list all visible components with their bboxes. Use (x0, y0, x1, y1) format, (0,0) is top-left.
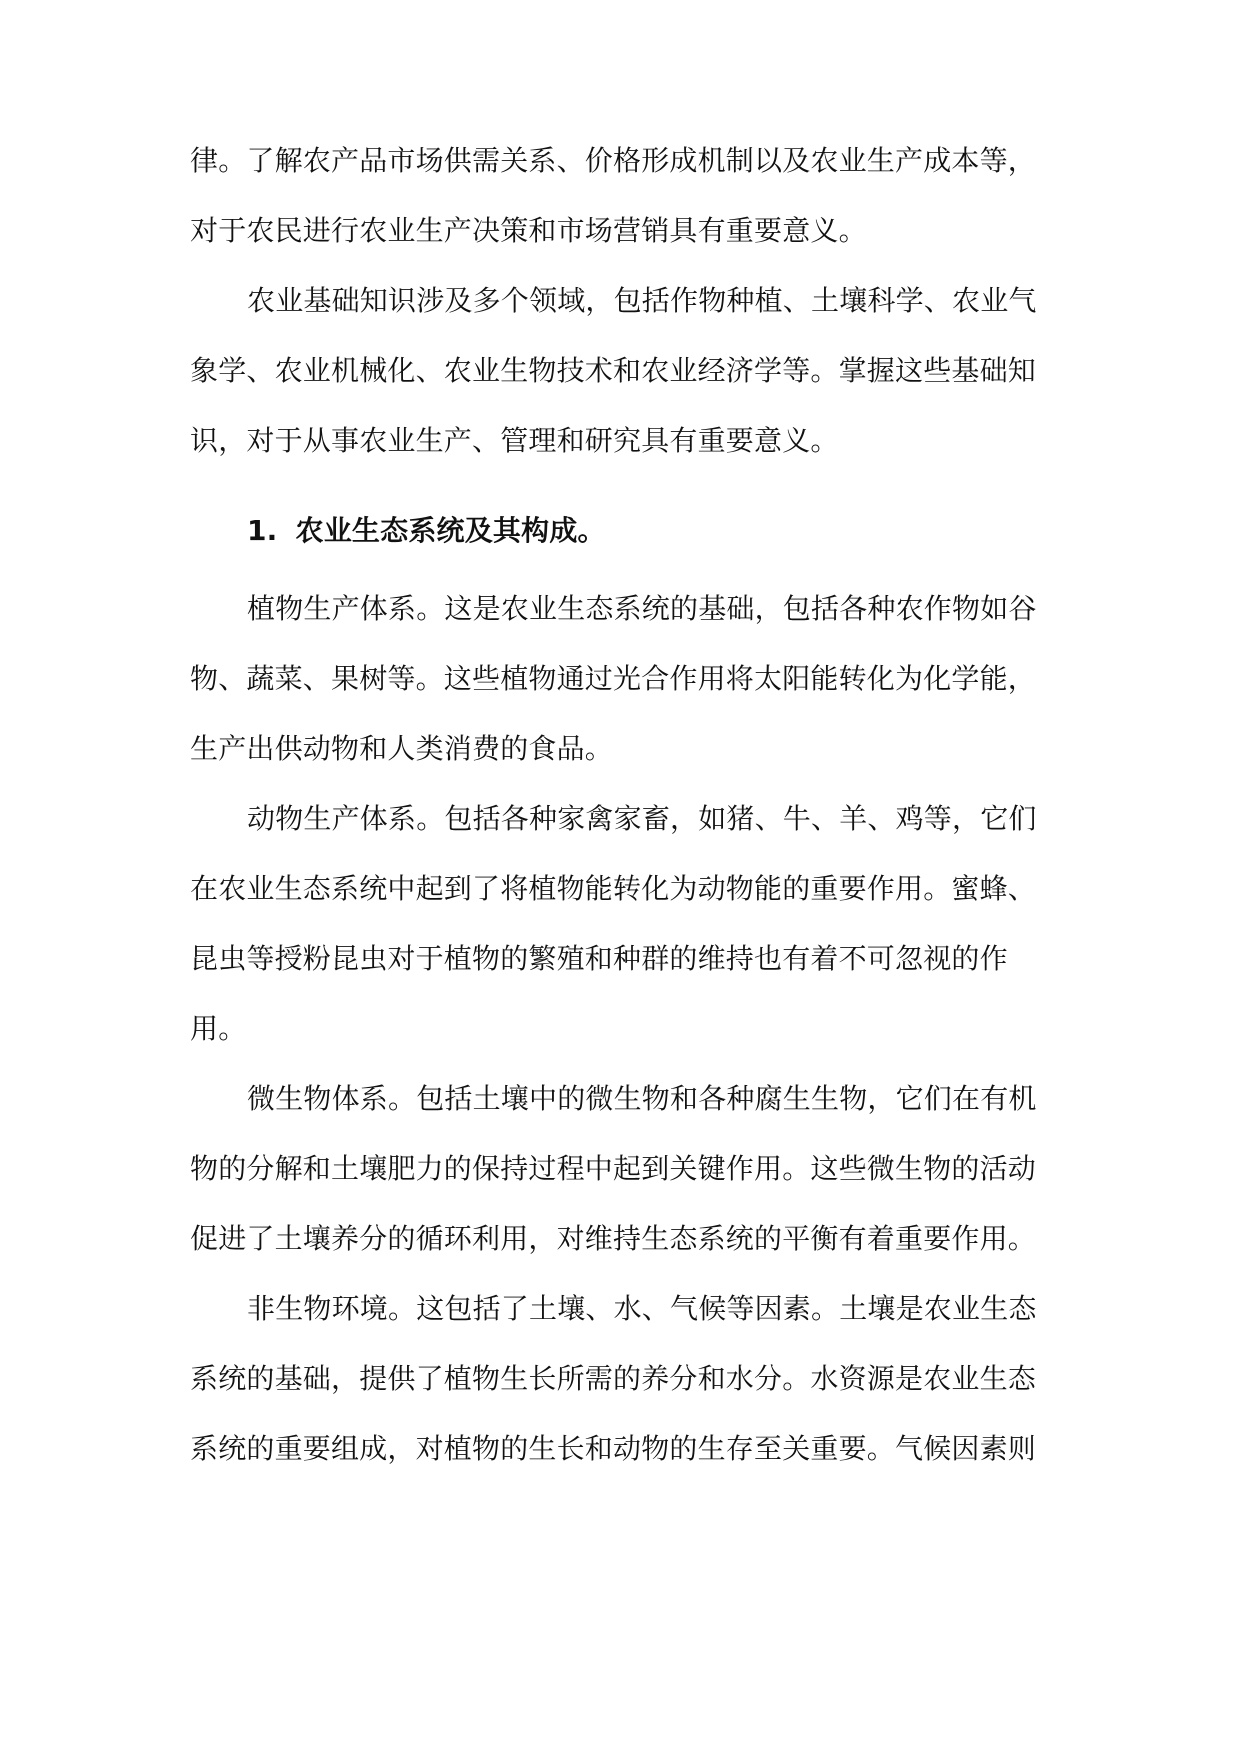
text-line: 微生物体系。包括土壤中的微生物和各种腐生生物，它们在有机 (247, 1082, 1037, 1115)
text-line: 系统的基础，提供了植物生长所需的养分和水分。水资源是农业生态 (190, 1362, 1037, 1395)
text-line: 非生物环境。这包括了土壤、水、气候等因素。土壤是农业生态 (247, 1292, 1037, 1325)
text-line: 系统的重要组成，对植物的生长和动物的生存至关重要。气候因素则 (190, 1432, 1037, 1465)
section-heading (247, 507, 606, 555)
text-line: 对于农民进行农业生产决策和市场营销具有重要意义。 (190, 214, 867, 247)
heading-text: 农业生态系统及其构成。 (295, 514, 606, 547)
text-line: 象学、农业机械化、农业生物技术和农业经济学等。掌握这些基础知 (190, 354, 1037, 387)
text-line: 植物生产体系。这是农业生态系统的基础，包括各种农作物如谷 (247, 592, 1037, 625)
text-line: 在农业生态系统中起到了将植物能转化为动物能的重要作用。蜜蜂、 (190, 872, 1037, 905)
text-line: 物的分解和土壤肥力的保持过程中起到关键作用。这些微生物的活动 (190, 1152, 1037, 1185)
text-line: 律。了解农产品市场供需关系、价格形成机制以及农业生产成本等， (190, 144, 1037, 177)
text-line: 农业基础知识涉及多个领域，包括作物种植、土壤科学、农业气 (247, 284, 1037, 317)
text-line: 物、蔬菜、果树等。这些植物通过光合作用将太阳能转化为化学能， (190, 662, 1037, 695)
text-line: 识，对于从事农业生产、管理和研究具有重要意义。 (190, 424, 839, 457)
text-line: 用。 (190, 1012, 247, 1045)
text-line: 生产出供动物和人类消费的食品。 (190, 732, 614, 765)
text-line: 动物生产体系。包括各种家禽家畜，如猪、牛、羊、鸡等，它们 (247, 802, 1037, 835)
text-line: 昆虫等授粉昆虫对于植物的繁殖和种群的维持也有着不可忽视的作 (190, 942, 1008, 975)
text-line: 促进了土壤养分的循环利用，对维持生态系统的平衡有着重要作用。 (190, 1222, 1037, 1255)
heading-number: 1. (247, 514, 278, 547)
